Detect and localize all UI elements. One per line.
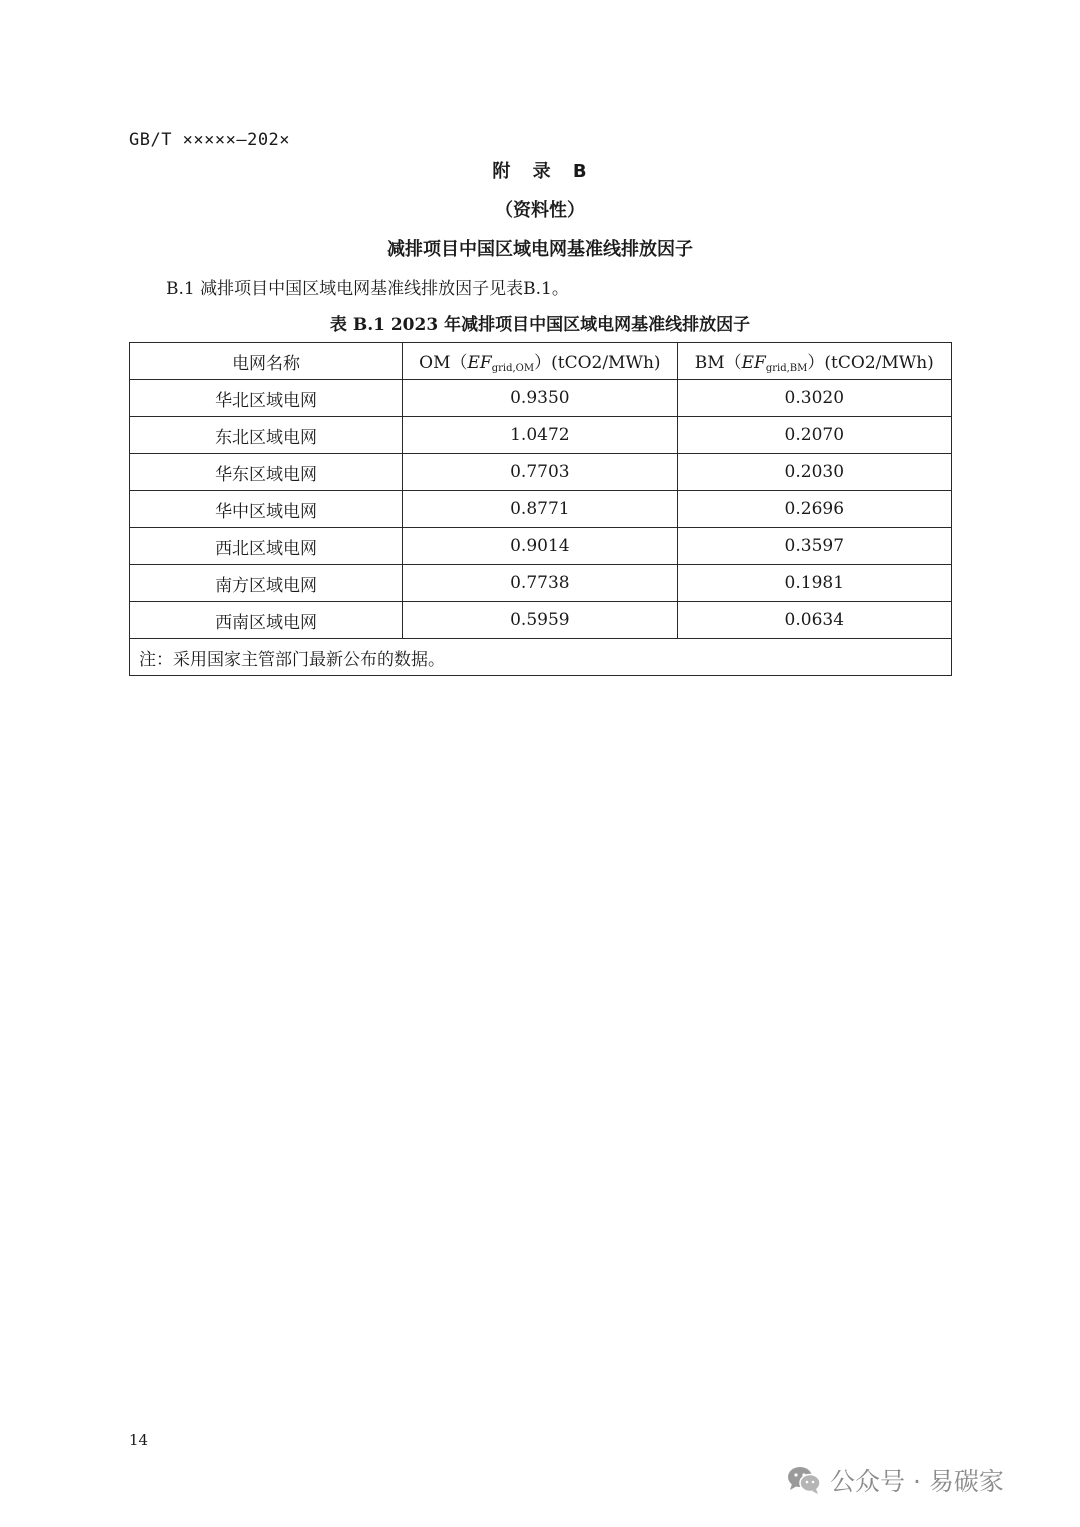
watermark-text: 公众号 · 易碳家 xyxy=(830,1467,1004,1496)
grid-name-cell: 华北区域电网 xyxy=(130,380,403,417)
grid-name-cell: 华东区域电网 xyxy=(130,454,403,491)
grid-name-cell: 南方区域电网 xyxy=(130,565,403,602)
table-row xyxy=(130,417,952,454)
bm-value-cell: 0.2030 xyxy=(677,454,951,491)
om-value-cell: 0.8771 xyxy=(403,491,677,528)
om-value-cell: 1.0472 xyxy=(403,417,677,454)
header-bm-ef: EF xyxy=(741,353,766,373)
grid-name-cell: 西南区域电网 xyxy=(130,602,403,639)
appendix-heading: 减排项目中国区域电网基准线排放因子 xyxy=(387,239,693,260)
emission-factor-table xyxy=(129,342,952,676)
appendix-title: 附 录 B xyxy=(492,161,588,182)
grid-name-cell: 西北区域电网 xyxy=(130,528,403,565)
table-note: 注：采用国家主管部门最新公布的数据。 xyxy=(130,639,952,676)
om-value-cell: 0.7738 xyxy=(403,565,677,602)
grid-name-cell: 东北区域电网 xyxy=(130,417,403,454)
header-grid-name: 电网名称 xyxy=(130,343,403,380)
header-om-prefix: OM（ xyxy=(419,353,468,373)
table-header-row xyxy=(130,343,952,380)
table-row xyxy=(130,565,952,602)
bm-value-cell: 0.3020 xyxy=(677,380,951,417)
appendix-nature: （资料性） xyxy=(495,200,585,221)
bm-value-cell: 0.0634 xyxy=(677,602,951,639)
wechat-icon xyxy=(786,1465,822,1495)
header-om xyxy=(403,343,677,380)
bm-value-cell: 0.2070 xyxy=(677,417,951,454)
clause-b1-text: B.1 减排项目中国区域电网基准线排放因子见表B.1。 xyxy=(166,279,569,299)
table-row xyxy=(130,528,952,565)
header-bm-suffix: ）(tCO2/MWh) xyxy=(807,353,934,373)
om-value-cell: 0.9014 xyxy=(403,528,677,565)
bm-value-cell: 0.3597 xyxy=(677,528,951,565)
watermark xyxy=(786,1462,1004,1498)
grid-name-cell: 华中区域电网 xyxy=(130,491,403,528)
bm-value-cell: 0.1981 xyxy=(677,565,951,602)
table-row xyxy=(130,380,952,417)
table-note-row xyxy=(130,639,952,676)
header-om-ef: EF xyxy=(467,353,492,373)
bm-value-cell: 0.2696 xyxy=(677,491,951,528)
header-om-suffix: ）(tCO2/MWh) xyxy=(534,353,661,373)
table-row xyxy=(130,454,952,491)
table-row xyxy=(130,491,952,528)
standard-code: GB/T ×××××—202× xyxy=(129,130,291,150)
header-bm-prefix: BM（ xyxy=(694,353,742,373)
om-value-cell: 0.7703 xyxy=(403,454,677,491)
table-caption: 表 B.1 2023 年减排项目中国区域电网基准线排放因子 xyxy=(329,315,751,335)
page-number: 14 xyxy=(129,1431,149,1449)
header-bm-subscript: grid,BM xyxy=(765,363,808,374)
table-row xyxy=(130,602,952,639)
header-om-subscript: grid,OM xyxy=(491,363,535,374)
om-value-cell: 0.9350 xyxy=(403,380,677,417)
om-value-cell: 0.5959 xyxy=(403,602,677,639)
header-bm xyxy=(677,343,951,380)
